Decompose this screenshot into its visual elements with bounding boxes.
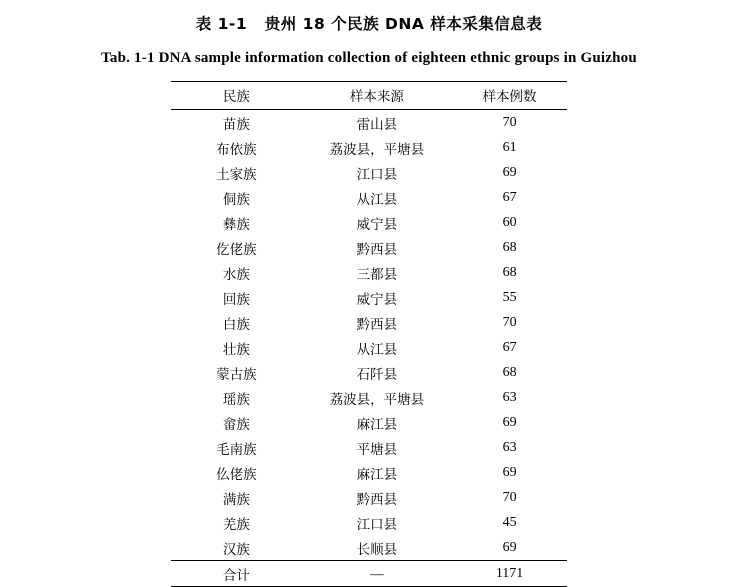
document-page xyxy=(0,12,738,584)
cell-ethnic: 白族 xyxy=(222,316,250,333)
cell-count: 55 xyxy=(502,289,517,305)
table-total-row xyxy=(171,561,567,587)
cell-count: 70 xyxy=(502,114,517,130)
cell-source: 江口县 xyxy=(356,166,398,183)
table-row xyxy=(171,460,567,485)
cell-count: 67 xyxy=(502,189,517,205)
cell-source: 威宁县 xyxy=(356,291,398,308)
cell-ethnic: 布依族 xyxy=(216,141,257,158)
table-row xyxy=(171,510,567,535)
table-row xyxy=(171,160,567,185)
cell-ethnic: 蒙古族 xyxy=(216,366,257,383)
cell-source: 威宁县 xyxy=(356,216,398,233)
cell-count: 45 xyxy=(502,514,517,530)
table-row xyxy=(171,410,567,435)
table-row xyxy=(171,385,567,410)
cell-source: 江口县 xyxy=(356,516,398,533)
cell-count: 67 xyxy=(502,339,517,355)
cell-count: 60 xyxy=(502,214,517,230)
cell-source: 三都县 xyxy=(356,266,398,283)
cell-count: 69 xyxy=(502,414,517,430)
cell-ethnic: 水族 xyxy=(222,266,250,283)
table-row xyxy=(171,485,567,510)
cell-source: 黔西县 xyxy=(356,316,398,333)
table-row xyxy=(171,235,567,260)
cell-ethnic: 瑶族 xyxy=(222,391,250,408)
cell-count: 68 xyxy=(502,264,517,280)
cell-source: — xyxy=(302,561,452,587)
cell-count: 68 xyxy=(502,364,517,380)
ethnic-dna-sample-table xyxy=(171,81,567,587)
cell-ethnic: 仡佬族 xyxy=(216,241,257,258)
cell-count: 69 xyxy=(502,164,517,180)
table-row xyxy=(171,210,567,235)
cell-ethnic: 仫佬族 xyxy=(216,466,257,483)
cell-source: 从江县 xyxy=(356,341,398,358)
cell-source: 雷山县 xyxy=(356,116,398,133)
cell-ethnic: 毛南族 xyxy=(216,441,257,458)
table-row xyxy=(171,185,567,210)
cell-ethnic: 彝族 xyxy=(222,216,250,233)
cell-ethnic: 苗族 xyxy=(222,116,250,133)
table-row xyxy=(171,310,567,335)
cell-ethnic: 回族 xyxy=(222,291,250,308)
table-row xyxy=(171,535,567,561)
cell-source: 荔波县，平塘县 xyxy=(329,391,425,408)
cell-source: 麻江县 xyxy=(356,416,398,433)
column-header-ethnic: 民族 xyxy=(171,82,302,110)
cell-ethnic: 土家族 xyxy=(216,166,257,183)
cell-source: 荔波县，平塘县 xyxy=(329,141,425,158)
cell-source: 黔西县 xyxy=(356,241,398,258)
cell-source: 黔西县 xyxy=(356,491,398,508)
cell-count: 70 xyxy=(502,489,517,505)
cell-source: 石阡县 xyxy=(356,366,398,383)
cell-ethnic: 羌族 xyxy=(222,516,250,533)
table-row xyxy=(171,260,567,285)
cell-source: 麻江县 xyxy=(356,466,398,483)
column-header-source: 样本来源 xyxy=(302,82,452,110)
cell-source: 长顺县 xyxy=(356,541,398,558)
table-title-english: Tab. 1-1 DNA sample information collection of eighteen ethnic groups in Guizhou xyxy=(101,50,637,66)
table-header xyxy=(171,82,567,110)
table-row xyxy=(171,285,567,310)
cell-ethnic: 侗族 xyxy=(222,191,250,208)
table-row xyxy=(171,335,567,360)
cell-ethnic: 汉族 xyxy=(222,541,250,558)
table-row xyxy=(171,435,567,460)
cell-ethnic: 合计 xyxy=(171,561,302,587)
cell-count: 61 xyxy=(502,139,517,155)
cell-source: 从江县 xyxy=(356,191,398,208)
table-row xyxy=(171,110,567,136)
table-row xyxy=(171,135,567,160)
table-title-chinese: 表 1-1 贵州 18 个民族 DNA 样本采集信息表 xyxy=(195,15,543,33)
cell-count: 69 xyxy=(502,539,517,555)
cell-count: 1171 xyxy=(452,561,567,587)
table-container xyxy=(171,81,567,587)
cell-count: 68 xyxy=(502,239,517,255)
cell-count: 63 xyxy=(502,389,517,405)
column-header-count: 样本例数 xyxy=(452,82,567,110)
cell-source: 平塘县 xyxy=(356,441,398,458)
cell-count: 63 xyxy=(502,439,517,455)
cell-ethnic: 壮族 xyxy=(222,341,250,358)
cell-ethnic: 畲族 xyxy=(222,416,250,433)
cell-ethnic: 满族 xyxy=(222,491,250,508)
table-row xyxy=(171,360,567,385)
cell-count: 70 xyxy=(502,314,517,330)
table-body xyxy=(171,110,567,587)
cell-count: 69 xyxy=(502,464,517,480)
